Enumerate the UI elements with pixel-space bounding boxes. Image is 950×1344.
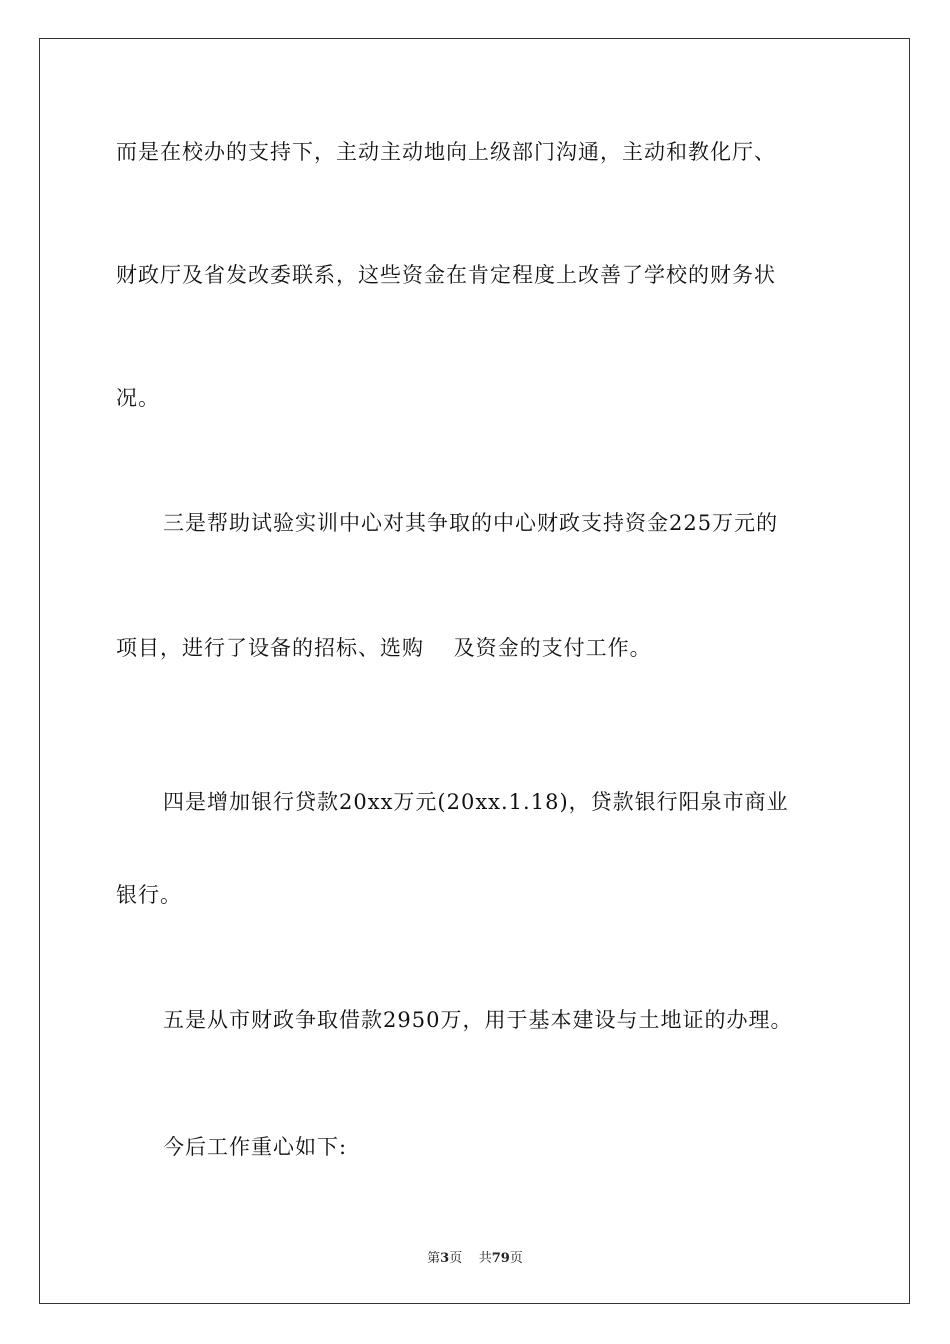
paragraph-line-2: 财政厅及省发改委联系，这些资金在肯定程度上改善了学校的财务状 xyxy=(116,263,776,287)
footer-page-suffix: 页 xyxy=(449,1251,463,1266)
paragraph-line-7: 银行。 xyxy=(116,883,182,907)
paragraph-line-4: 三是帮助试验实训中心对其争取的中心财政支持资金225万元的 xyxy=(163,511,779,535)
footer-total-suffix: 页 xyxy=(509,1251,523,1266)
paragraph-line-8: 五是从市财政争取借款2950万，用于基本建设与土地证的办理。 xyxy=(163,1008,793,1032)
paragraph-line-5: 项目，进行了设备的招标、选购 及资金的支付工作。 xyxy=(116,636,652,660)
paragraph-line-3: 况。 xyxy=(116,386,160,410)
page-border xyxy=(39,38,910,1304)
paragraph-line-9: 今后工作重心如下: xyxy=(163,1135,348,1159)
page-footer xyxy=(0,1247,950,1266)
paragraph-line-1: 而是在校办的支持下，主动主动地向上级部门沟通，主动和教化厅、 xyxy=(116,140,776,164)
paragraph-line-6: 四是增加银行贷款20xx万元(20xx.1.18)，贷款银行阳泉市商业 xyxy=(163,790,789,814)
footer-page-number: 3 xyxy=(440,1251,450,1266)
footer-total-prefix: 共 xyxy=(478,1251,492,1266)
footer-total-pages: 79 xyxy=(491,1251,510,1266)
footer-page-prefix: 第 xyxy=(427,1251,441,1266)
